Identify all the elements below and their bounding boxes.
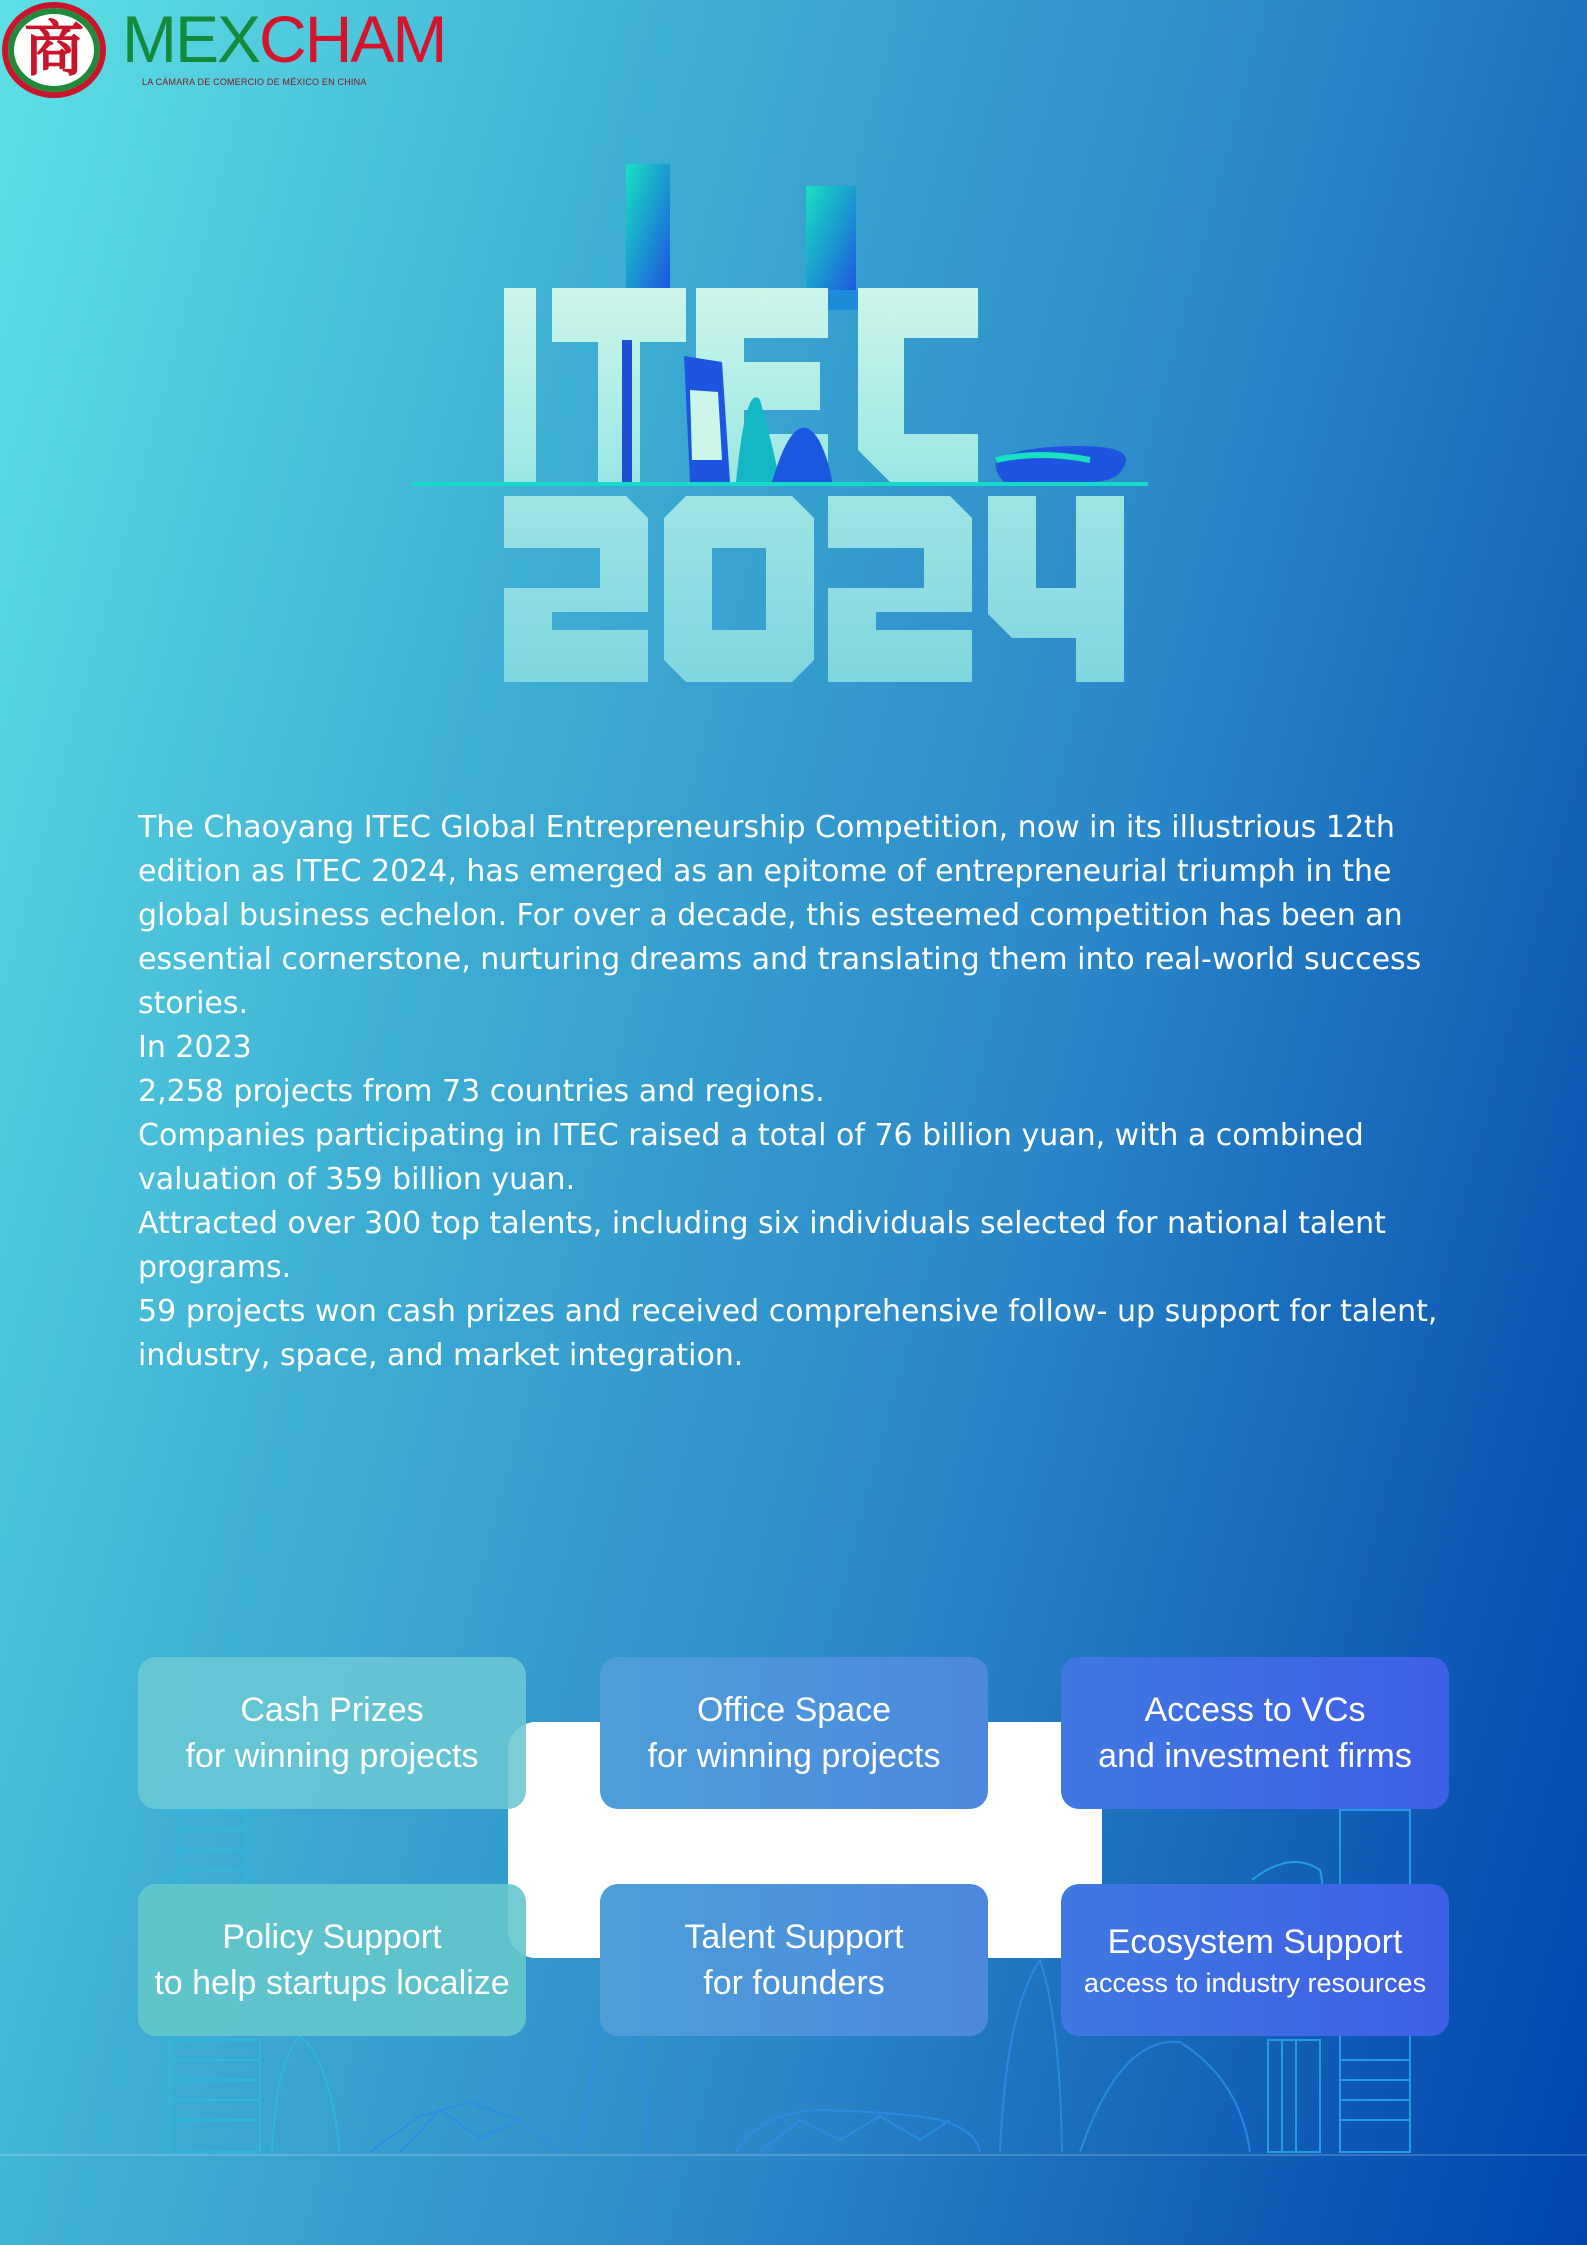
title-horizon-line [412,482,1148,486]
logo-subtitle: LA CÁMARA DE COMERCIO DE MÉXICO EN CHINA [142,77,367,87]
intro-paragraph: The Chaoyang ITEC Global Entrepreneurship Competition, now in its illustrious 12th edition as ITEC 2024, has emerged as an epitome of entrepreneurial triumph in the global business echelon. For over a decade, this esteemed competition has been an essential cornerstone, nurturing dreams and translating them into real-world success stories. [138,810,1422,1021]
mexcham-logo [0,0,446,110]
benefit-card-ecosystem-support [1061,1884,1449,2036]
benefit-title: Ecosystem Support [1107,1923,1403,1961]
benefit-title: Talent Support [684,1918,904,1956]
benefit-subtitle: and investment firms [1098,1737,1412,1775]
intro-paragraph: Attracted over 300 top talents, including six individuals selected for national talent programs. [138,1206,1386,1285]
benefit-title: Cash Prizes [240,1691,424,1729]
intro-paragraph: In 2023 [138,1030,252,1065]
itec-2024-title-graphic [400,160,1160,700]
intro-paragraph: 2,258 projects from 73 countries and regions. [138,1074,825,1109]
benefit-title: Office Space [696,1691,892,1729]
intro-paragraph: Companies participating in ITEC raised a total of 76 billion yuan, with a combined valuation of 359 billion yuan. [138,1118,1364,1197]
benefit-subtitle: for founders [703,1964,885,2002]
benefit-card-cash-prizes [138,1657,526,1809]
intro-paragraph: 59 projects won cash prizes and received comprehensive follow- up support for talent, industry, space, and market integration. [138,1294,1438,1373]
logo-seal-icon [2,2,106,98]
logo-word-cham: CHAM [259,2,446,76]
intro-text [138,806,1438,1378]
logo-seal-char: 商 [24,15,84,85]
logo-wordmark [122,2,446,76]
benefit-card-talent-support [600,1884,988,2036]
benefit-subtitle: for winning projects [647,1737,941,1775]
benefit-card-policy-support [138,1884,526,2036]
benefit-subtitle: for winning projects [185,1737,479,1775]
benefit-title: Access to VCs [1144,1691,1366,1729]
benefit-card-access-to-vcs [1061,1657,1449,1809]
benefit-subtitle: access to industry resources [1083,1968,1427,1998]
ground-line [0,2154,1587,2156]
year-2024-digits [504,496,1124,682]
logo-word-mex: MEX [122,2,260,76]
benefit-title: Policy Support [222,1918,442,1956]
benefit-card-office-space [600,1657,988,1809]
benefit-subtitle: to help startups localize [154,1964,510,2002]
